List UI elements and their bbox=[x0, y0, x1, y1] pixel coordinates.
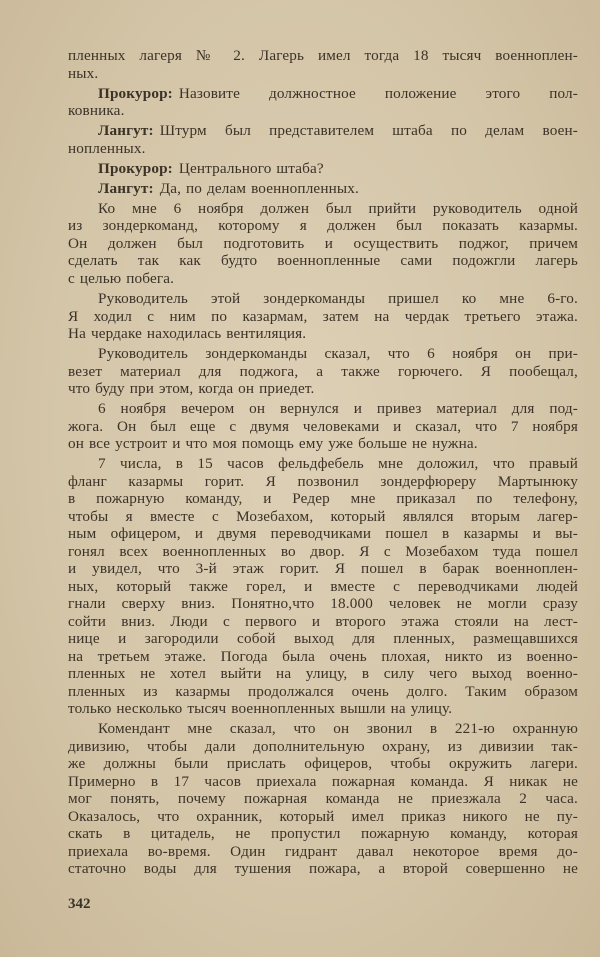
line-text: Я ходил с ним по казармам, затем на чердак третьего этажа. bbox=[68, 307, 578, 325]
line-text: На чердаке находилась вентиляция. bbox=[68, 325, 307, 343]
line-text: 7 числа, в 15 часов фельдфебель мне доложил, что правый bbox=[98, 455, 578, 473]
line-text: ковника. bbox=[68, 102, 125, 120]
text-line bbox=[68, 235, 578, 253]
text-line bbox=[68, 160, 578, 178]
line-text: из зондеркоманд, которому я должен был показать казармы. bbox=[68, 217, 578, 235]
text-line bbox=[68, 683, 578, 701]
line-text: же должны были прислать офицеров, чтобы окружить лагери. bbox=[68, 755, 578, 773]
dialogue-paragraph bbox=[68, 160, 578, 178]
line-text: ных. bbox=[68, 64, 99, 82]
line-text: Руководитель зондеркоманды сказал, что 6 ноября он при- bbox=[98, 345, 578, 363]
text-line bbox=[68, 180, 578, 198]
line-text: нопленных. bbox=[68, 139, 146, 157]
paragraph bbox=[68, 200, 578, 288]
line-text: фланг казармы горит. Я позвонил зондерфюреру Мартынюку bbox=[68, 472, 578, 490]
text-line bbox=[68, 755, 578, 773]
line-text: скать в цитадель, не пропустил пожарную команду, которая bbox=[68, 825, 578, 843]
speaker-label: Прокурор: bbox=[98, 84, 173, 102]
line-text: с целью побега. bbox=[68, 269, 175, 287]
line-text: 6 ноября вечером он вернулся и привез материал для под- bbox=[98, 400, 578, 418]
line-text: ным офицером, и двумя переводчиками пошел в казармы и вы- bbox=[68, 525, 578, 543]
line-text: везет материал для поджога, а также горючего. Я пообещал, bbox=[68, 362, 578, 380]
line-text: гонял всех военнопленных во двор. Я с Мозебахом туда пошел bbox=[68, 542, 578, 560]
text-line bbox=[68, 773, 578, 791]
line-text: Центрального штаба? bbox=[178, 159, 324, 177]
text-line bbox=[68, 595, 578, 613]
text-line bbox=[68, 65, 578, 83]
text-line bbox=[68, 700, 578, 718]
text-line bbox=[68, 630, 578, 648]
text-line bbox=[68, 738, 578, 756]
line-text: Да, по делам военнопленных. bbox=[159, 179, 359, 197]
paragraph bbox=[68, 400, 578, 453]
paragraph bbox=[68, 455, 578, 718]
paragraph bbox=[68, 47, 578, 82]
text-line bbox=[68, 308, 578, 326]
document-page-text bbox=[68, 47, 578, 881]
line-text: Оказалось, что охранник, который имел приказ никого не пу- bbox=[68, 807, 578, 825]
line-text: дивизию, чтобы дали дополнительную охрану, из дивизии так- bbox=[68, 737, 578, 755]
speaker-label: Лангут: bbox=[98, 179, 154, 197]
page-number: 342 bbox=[68, 896, 91, 912]
line-text: Руководитель этой зондеркоманды пришел ко мне 6-го. bbox=[98, 290, 578, 308]
text-line bbox=[68, 613, 578, 631]
dialogue-paragraph bbox=[68, 180, 578, 198]
line-text: нице и загородили собой выход для пленных, размещавшихся bbox=[68, 630, 578, 648]
dialogue-paragraph bbox=[68, 122, 578, 157]
text-line bbox=[68, 808, 578, 826]
text-line bbox=[68, 435, 578, 453]
line-text: что буду при этом, когда он приедет. bbox=[68, 380, 315, 398]
speaker-label: Прокурор: bbox=[98, 159, 173, 177]
text-line bbox=[68, 400, 578, 418]
line-text: Он должен был подготовить и осуществить поджог, причем bbox=[68, 234, 578, 252]
line-text: приехала во-время. Один гидрант давал некоторое время до- bbox=[68, 842, 578, 860]
line-text: Ко мне 6 ноября должен был прийти руководитель одной bbox=[98, 199, 578, 217]
text-line bbox=[68, 508, 578, 526]
text-line bbox=[68, 525, 578, 543]
text-line bbox=[68, 473, 578, 491]
line-text: чтобы я вместе с Мозебахом, который являлся вторым лагер- bbox=[68, 507, 578, 525]
line-text: жога. Он был еще с двумя человеками и сказал, что 7 ноября bbox=[68, 417, 578, 435]
line-text: Штурм был представителем штаба по делам воен- bbox=[159, 122, 578, 140]
text-line bbox=[68, 543, 578, 561]
line-text: только несколько тысяч военнопленных вышли на улицу. bbox=[68, 700, 453, 718]
line-text: гнали сверху вниз. Понятно,что 18.000 человек не могли сразу bbox=[68, 595, 578, 613]
speaker-label: Лангут: bbox=[98, 122, 154, 140]
paragraph bbox=[68, 290, 578, 343]
text-line bbox=[68, 860, 578, 878]
line-text: пленных из казармы продолжался очень долго. Таким образом bbox=[68, 682, 578, 700]
text-line bbox=[68, 363, 578, 381]
line-text: Назовите должностное положение этого пол- bbox=[178, 84, 578, 102]
text-line bbox=[68, 560, 578, 578]
line-text: на третьем этаже. Погода была очень плохая, никто из военно- bbox=[68, 647, 578, 665]
line-text: и увидел, что 3-й этаж горит. Я пошел в барак военноплен- bbox=[68, 560, 578, 578]
text-line bbox=[68, 720, 578, 738]
text-line bbox=[68, 790, 578, 808]
text-line bbox=[68, 217, 578, 235]
text-line bbox=[68, 825, 578, 843]
text-line bbox=[68, 102, 578, 120]
dialogue-paragraph bbox=[68, 85, 578, 120]
text-line bbox=[68, 665, 578, 683]
line-text: сделать так как будто военнопленные сами подожгли лагерь bbox=[68, 252, 578, 270]
line-text: ных, который также горел, и вместе с переводчиками людей bbox=[68, 577, 578, 595]
line-text: сойти вниз. Люди с первого и второго этажа стояли на лест- bbox=[68, 612, 578, 630]
text-line bbox=[68, 380, 578, 398]
line-text: пленных лагеря № 2. Лагерь имел тогда 18 тысяч военноплен- bbox=[68, 47, 578, 64]
line-text: в пожарную команду, и Редер мне приказал по телефону, bbox=[68, 490, 578, 508]
line-text: он все устроит и что моя помощь ему уже больше не нужна. bbox=[68, 435, 478, 453]
text-line bbox=[68, 140, 578, 158]
text-line bbox=[68, 325, 578, 343]
text-line bbox=[68, 345, 578, 363]
text-line bbox=[68, 290, 578, 308]
text-line bbox=[68, 122, 578, 140]
text-line bbox=[68, 47, 578, 65]
line-text: пленных не хотел выйти на улицу, в силу чего выход военно- bbox=[68, 665, 578, 683]
text-line bbox=[68, 200, 578, 218]
text-line bbox=[68, 85, 578, 103]
line-text: Примерно в 17 часов приехала пожарная команда. Я никак не bbox=[68, 772, 578, 790]
text-line bbox=[68, 578, 578, 596]
paragraph bbox=[68, 345, 578, 398]
text-line bbox=[68, 843, 578, 861]
text-line bbox=[68, 648, 578, 666]
line-text: мог понять, почему пожарная команда не приезжала 2 часа. bbox=[68, 790, 578, 808]
text-line bbox=[68, 455, 578, 473]
text-line bbox=[68, 490, 578, 508]
line-text: статочно воды для тушения пожара, а второй совершенно не bbox=[68, 860, 578, 878]
text-line bbox=[68, 418, 578, 436]
text-line bbox=[68, 270, 578, 288]
paragraph bbox=[68, 720, 578, 878]
line-text: Комендант мне сказал, что он звонил в 221-ю охранную bbox=[98, 720, 578, 738]
text-line bbox=[68, 252, 578, 270]
